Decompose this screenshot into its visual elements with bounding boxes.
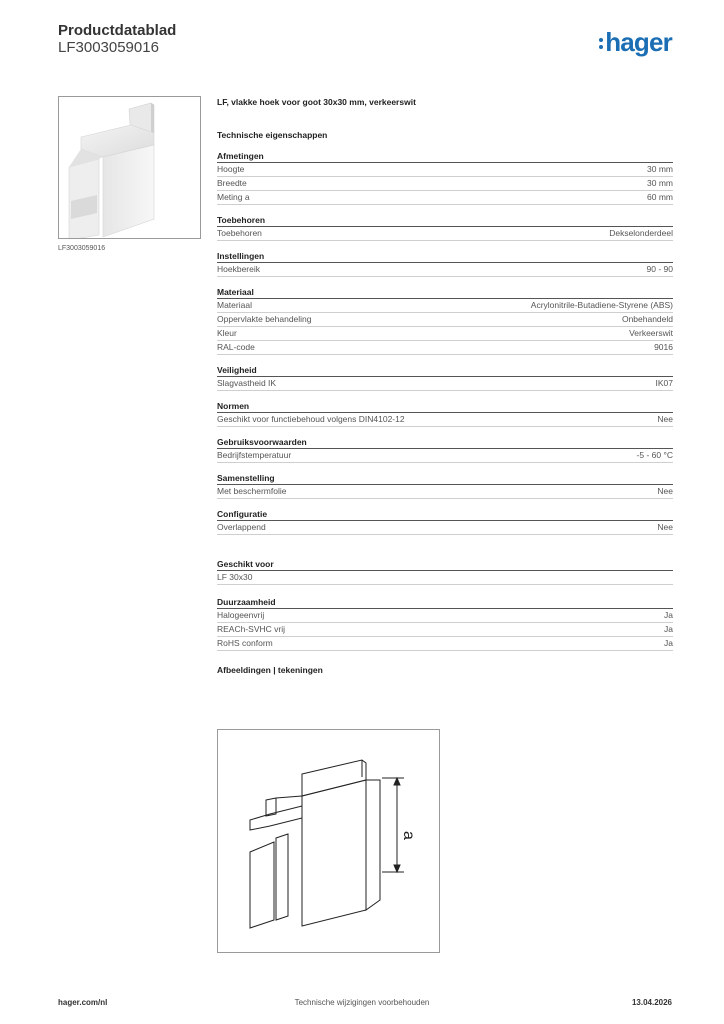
dimension-label: a	[400, 831, 417, 840]
footer-website[interactable]: hager.com/nl	[58, 998, 108, 1007]
row-value: Nee	[657, 486, 673, 496]
row-label: Toebehoren	[217, 228, 262, 238]
drawings-heading: Afbeeldingen | tekeningen	[217, 665, 323, 675]
row-value: 90 - 90	[646, 264, 673, 274]
document-title: Productdatablad	[58, 22, 177, 39]
section-afmetingen	[217, 150, 673, 205]
table-row	[217, 413, 673, 427]
row-value: Nee	[657, 414, 673, 424]
table-row	[217, 637, 673, 651]
logo-text: hager	[605, 27, 672, 57]
table-row	[217, 227, 673, 241]
row-value: Onbehandeld	[621, 314, 673, 324]
row-label: RAL-code	[217, 342, 255, 352]
row-label: Materiaal	[217, 300, 252, 310]
section-materiaal	[217, 286, 673, 355]
row-value: 30 mm	[647, 164, 673, 174]
table-row	[217, 521, 673, 535]
row-value: 30 mm	[647, 178, 673, 188]
table-row	[217, 609, 673, 623]
table-row	[217, 191, 673, 205]
row-label: Oppervlakte behandeling	[217, 314, 312, 324]
footer-date: 13.04.2026	[631, 998, 672, 1007]
row-label: Breedte	[217, 178, 247, 188]
table-row	[217, 163, 673, 177]
technical-heading: Technische eigenschappen	[217, 130, 328, 140]
row-label: Slagvastheid IK	[217, 378, 277, 388]
row-value: Verkeerswit	[629, 328, 673, 338]
row-label: Geschikt voor functiebehoud volgens DIN4102-12	[217, 414, 405, 424]
row-label: REACh-SVHC vrij	[217, 624, 286, 634]
product-photo	[58, 96, 201, 239]
section-title: Configuratie	[217, 508, 673, 521]
suitable-section	[217, 558, 673, 585]
section-title: Geschikt voor	[217, 558, 673, 571]
table-row	[217, 571, 673, 585]
table-row	[217, 299, 673, 313]
technical-drawing	[217, 729, 440, 953]
row-label: Meting a	[217, 192, 250, 202]
section-title: Instellingen	[217, 250, 673, 263]
section-title: Veiligheid	[217, 364, 673, 377]
section-gebruiksvoorwaarden	[217, 436, 673, 463]
row-label: Overlappend	[217, 522, 266, 532]
row-label: LF 30x30	[217, 572, 253, 582]
section-normen	[217, 400, 673, 427]
section-toebehoren	[217, 214, 673, 241]
row-label: Hoekbereik	[217, 264, 260, 274]
section-configuratie	[217, 508, 673, 535]
section-title: Normen	[217, 400, 673, 413]
row-label: Bedrijfstemperatuur	[217, 450, 292, 460]
row-value: Dekselonderdeel	[609, 228, 673, 238]
photo-caption: LF3003059016	[58, 245, 106, 252]
logo-dots-icon	[599, 38, 603, 49]
table-row	[217, 263, 673, 277]
row-value: Acrylonitrile-Butadiene-Styrene (ABS)	[530, 300, 673, 310]
row-label: Met beschermfolie	[217, 486, 287, 496]
row-value: Ja	[664, 638, 673, 648]
row-value: 9016	[654, 342, 673, 352]
table-row	[217, 341, 673, 355]
table-row	[217, 377, 673, 391]
section-title: Toebehoren	[217, 214, 673, 227]
table-row	[217, 313, 673, 327]
table-row	[217, 623, 673, 637]
row-value: Nee	[657, 522, 673, 532]
section-instellingen	[217, 250, 673, 277]
section-title: Afmetingen	[217, 150, 673, 163]
table-row	[217, 327, 673, 341]
section-title: Gebruiksvoorwaarden	[217, 436, 673, 449]
row-value: IK07	[655, 378, 673, 388]
document-code: LF3003059016	[58, 39, 159, 56]
row-value: Ja	[664, 610, 673, 620]
sustainability-section	[217, 596, 673, 651]
row-value: Ja	[664, 624, 673, 634]
row-value: 60 mm	[647, 192, 673, 202]
table-row	[217, 485, 673, 499]
footer-disclaimer: Technische wijzigingen voorbehouden	[294, 998, 430, 1007]
row-label: Hoogte	[217, 164, 245, 174]
property-sections	[217, 150, 673, 535]
section-title: Duurzaamheid	[217, 596, 673, 609]
section-title: Samenstelling	[217, 472, 673, 485]
product-description: LF, vlakke hoek voor goot 30x30 mm, verkeerswit	[217, 97, 416, 107]
section-title: Materiaal	[217, 286, 673, 299]
section-veiligheid	[217, 364, 673, 391]
section-samenstelling	[217, 472, 673, 499]
table-row	[217, 177, 673, 191]
row-label: Kleur	[217, 328, 237, 338]
row-value: -5 - 60 °C	[636, 450, 673, 460]
datasheet-content	[217, 97, 673, 675]
row-label: RoHS conform	[217, 638, 273, 648]
table-row	[217, 449, 673, 463]
hager-logo	[599, 28, 672, 56]
row-label: Halogeenvrij	[217, 610, 265, 620]
